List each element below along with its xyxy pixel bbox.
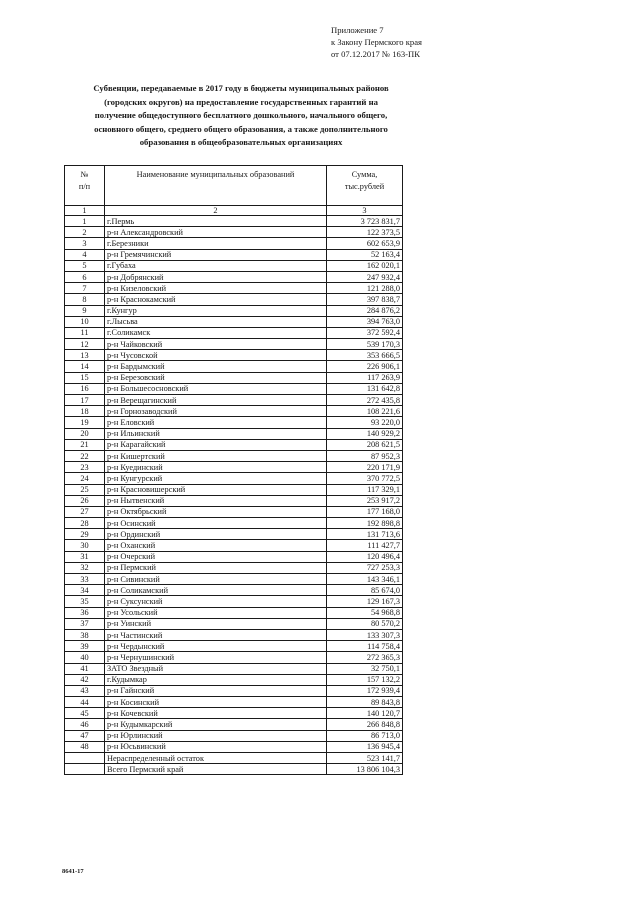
row-number: 38	[65, 629, 105, 640]
row-sum: 177 168,0	[327, 506, 403, 517]
table-row	[65, 685, 403, 696]
total-row	[65, 764, 403, 775]
table-row	[65, 641, 403, 652]
table-row	[65, 428, 403, 439]
header-number: № п/п	[65, 166, 105, 206]
table-row	[65, 450, 403, 461]
table-row	[65, 294, 403, 305]
column-index: 2	[105, 206, 327, 216]
heading-line: Субвенции, передаваемые в 2017 году в бюджеты муниципальных районов	[93, 83, 389, 93]
row-sum: 114 758,4	[327, 641, 403, 652]
row-name: р-н Александровский	[105, 227, 327, 238]
row-sum: 85 674,0	[327, 585, 403, 596]
row-number: 10	[65, 316, 105, 327]
row-sum: 266 848,8	[327, 719, 403, 730]
table-row	[65, 495, 403, 506]
row-number: 30	[65, 540, 105, 551]
row-sum: 272 435,8	[327, 395, 403, 406]
row-name: р-н Верещагинский	[105, 395, 327, 406]
header-sum: Сумма, тыс.рублей	[327, 166, 403, 206]
row-name: р-н Частинский	[105, 629, 327, 640]
row-number: 5	[65, 260, 105, 271]
row-sum: 140 929,2	[327, 428, 403, 439]
row-sum: 32 750,1	[327, 663, 403, 674]
table-row	[65, 227, 403, 238]
row-name: г.Соликамск	[105, 327, 327, 338]
table-row	[65, 350, 403, 361]
row-number: 1	[65, 216, 105, 227]
row-number: 2	[65, 227, 105, 238]
row-number: 43	[65, 685, 105, 696]
table-row	[65, 719, 403, 730]
row-sum: 133 307,3	[327, 629, 403, 640]
row-name: р-н Добрянский	[105, 271, 327, 282]
row-name: р-н Кудымкарский	[105, 719, 327, 730]
heading-line: образования в общеобразовательных организациях	[139, 137, 343, 148]
row-sum: 220 171,9	[327, 462, 403, 473]
row-name: р-н Суксунский	[105, 596, 327, 607]
row-name: р-н Кишертский	[105, 450, 327, 461]
row-number: 16	[65, 383, 105, 394]
row-number: 31	[65, 551, 105, 562]
row-sum: 93 220,0	[327, 417, 403, 428]
row-sum: 54 968,8	[327, 607, 403, 618]
row-sum: 284 876,2	[327, 305, 403, 316]
row-name: р-н Еловский	[105, 417, 327, 428]
row-number: 7	[65, 283, 105, 294]
table-row	[65, 417, 403, 428]
row-sum: 208 621,5	[327, 439, 403, 450]
table-row	[65, 585, 403, 596]
row-name: р-н Куединский	[105, 462, 327, 473]
row-number: 26	[65, 495, 105, 506]
table-row	[65, 596, 403, 607]
row-number	[65, 764, 105, 775]
table-header-row	[65, 166, 403, 206]
row-name: р-н Краснокамский	[105, 294, 327, 305]
table-row	[65, 316, 403, 327]
row-sum: 172 939,4	[327, 685, 403, 696]
row-number: 41	[65, 663, 105, 674]
row-name: р-н Уинский	[105, 618, 327, 629]
row-number: 21	[65, 439, 105, 450]
table-row	[65, 406, 403, 417]
appendix-block	[331, 24, 422, 60]
row-number: 34	[65, 585, 105, 596]
table-row	[65, 249, 403, 260]
table-row	[65, 372, 403, 383]
table-row	[65, 518, 403, 529]
row-sum: 372 592,4	[327, 327, 403, 338]
row-name: р-н Бардымский	[105, 361, 327, 372]
row-name: г.Кудымкар	[105, 674, 327, 685]
row-name: р-н Чердынский	[105, 641, 327, 652]
row-sum: 86 713,0	[327, 730, 403, 741]
row-sum: 226 906,1	[327, 361, 403, 372]
row-number: 25	[65, 484, 105, 495]
row-sum: 120 496,4	[327, 551, 403, 562]
row-name: р-н Кизеловский	[105, 283, 327, 294]
table-row	[65, 652, 403, 663]
table-row	[65, 529, 403, 540]
row-name: р-н Юрлинский	[105, 730, 327, 741]
row-number: 24	[65, 473, 105, 484]
row-number: 14	[65, 361, 105, 372]
row-sum: 353 666,5	[327, 350, 403, 361]
row-number: 12	[65, 339, 105, 350]
row-sum: 131 642,8	[327, 383, 403, 394]
row-number: 48	[65, 741, 105, 752]
row-number: 42	[65, 674, 105, 685]
row-number: 20	[65, 428, 105, 439]
row-sum: 539 170,3	[327, 339, 403, 350]
table-row	[65, 462, 403, 473]
heading-line: (городских округов) на предоставление государственных гарантий на	[104, 96, 378, 107]
row-name: г.Лысьва	[105, 316, 327, 327]
row-sum: 131 713,6	[327, 529, 403, 540]
row-name: ЗАТО Звездный	[105, 663, 327, 674]
appendix-date: от 07.12.2017 № 163-ПК	[331, 49, 420, 59]
table-row	[65, 305, 403, 316]
row-sum: 87 952,3	[327, 450, 403, 461]
row-number: 4	[65, 249, 105, 260]
row-name: р-н Березовский	[105, 372, 327, 383]
row-number: 28	[65, 518, 105, 529]
row-sum: 117 329,1	[327, 484, 403, 495]
table-row	[65, 562, 403, 573]
row-sum: 80 570,2	[327, 618, 403, 629]
row-name: р-н Юсьвинский	[105, 741, 327, 752]
row-name: р-н Большесосновский	[105, 383, 327, 394]
appendix-law: к Закону Пермского края	[331, 37, 422, 47]
row-number: 27	[65, 506, 105, 517]
row-sum: 108 221,6	[327, 406, 403, 417]
row-number: 11	[65, 327, 105, 338]
table-row	[65, 216, 403, 227]
row-sum: 253 917,2	[327, 495, 403, 506]
heading-line: получение общедоступного бесплатного дошкольного, начального общего,	[94, 110, 388, 121]
table-row	[65, 439, 403, 450]
table-row	[65, 741, 403, 752]
row-number: 44	[65, 697, 105, 708]
row-number: 6	[65, 271, 105, 282]
row-name: р-н Косинский	[105, 697, 327, 708]
row-number: 36	[65, 607, 105, 618]
row-number: 37	[65, 618, 105, 629]
row-sum: 394 763,0	[327, 316, 403, 327]
row-name: г.Пермь	[105, 216, 327, 227]
table-row	[65, 339, 403, 350]
table-row	[65, 327, 403, 338]
row-number: 15	[65, 372, 105, 383]
row-number: 47	[65, 730, 105, 741]
row-sum: 3 723 831,7	[327, 216, 403, 227]
table-row	[65, 395, 403, 406]
table-row	[65, 383, 403, 394]
table-row	[65, 473, 403, 484]
row-name: р-н Горнозаводский	[105, 406, 327, 417]
row-number: 9	[65, 305, 105, 316]
table-row	[65, 607, 403, 618]
table-row	[65, 708, 403, 719]
row-sum: 89 843,8	[327, 697, 403, 708]
row-name: р-н Осинский	[105, 518, 327, 529]
row-name: р-н Пермский	[105, 562, 327, 573]
row-sum: 157 132,2	[327, 674, 403, 685]
column-index: 1	[65, 206, 105, 216]
row-name: г.Губаха	[105, 260, 327, 271]
row-name: Всего Пермский край	[105, 764, 327, 775]
row-number: 19	[65, 417, 105, 428]
row-name: г.Кунгур	[105, 305, 327, 316]
row-name: р-н Соликамский	[105, 585, 327, 596]
row-sum: 13 806 104,3	[327, 764, 403, 775]
row-number: 23	[65, 462, 105, 473]
row-sum: 602 653,9	[327, 238, 403, 249]
document-heading	[60, 82, 422, 150]
row-sum: 129 167,3	[327, 596, 403, 607]
table-row	[65, 484, 403, 495]
table-row	[65, 238, 403, 249]
table-row	[65, 618, 403, 629]
column-index: 3	[327, 206, 403, 216]
heading-line: основного общего, среднего общего образования, а также дополнительного	[94, 123, 388, 134]
row-name: р-н Чернушинский	[105, 652, 327, 663]
row-number: 17	[65, 395, 105, 406]
row-name: р-н Усольский	[105, 607, 327, 618]
table-row	[65, 283, 403, 294]
row-name: р-н Чусовской	[105, 350, 327, 361]
row-sum: 247 932,4	[327, 271, 403, 282]
row-sum: 272 365,3	[327, 652, 403, 663]
row-name: г.Березники	[105, 238, 327, 249]
row-name: р-н Нытвенский	[105, 495, 327, 506]
row-sum: 523 141,7	[327, 753, 403, 764]
row-number: 32	[65, 562, 105, 573]
row-sum: 122 373,5	[327, 227, 403, 238]
row-number: 13	[65, 350, 105, 361]
table-row	[65, 629, 403, 640]
row-name: р-н Чайковский	[105, 339, 327, 350]
row-number	[65, 753, 105, 764]
table-row	[65, 540, 403, 551]
header-name: Наименование муниципальных образований	[105, 166, 327, 206]
row-name: р-н Кочевский	[105, 708, 327, 719]
row-number: 22	[65, 450, 105, 461]
table-row	[65, 697, 403, 708]
row-name: р-н Сивинский	[105, 574, 327, 585]
row-name: р-н Гремячинский	[105, 249, 327, 260]
row-sum: 162 020,1	[327, 260, 403, 271]
row-number: 40	[65, 652, 105, 663]
row-name: р-н Карагайский	[105, 439, 327, 450]
subsidy-table	[64, 165, 403, 775]
row-sum: 143 346,1	[327, 574, 403, 585]
row-sum: 121 288,0	[327, 283, 403, 294]
footer-code: 8641-17	[62, 868, 84, 875]
row-name: р-н Октябрьский	[105, 506, 327, 517]
table-row	[65, 574, 403, 585]
row-sum: 136 945,4	[327, 741, 403, 752]
row-sum: 140 120,7	[327, 708, 403, 719]
table-row	[65, 551, 403, 562]
row-number: 18	[65, 406, 105, 417]
row-name: р-н Очерский	[105, 551, 327, 562]
row-sum: 727 253,3	[327, 562, 403, 573]
table-row	[65, 361, 403, 372]
row-name: Нераспределенный остаток	[105, 753, 327, 764]
column-index-row	[65, 206, 403, 216]
row-name: р-н Красновишерский	[105, 484, 327, 495]
table-row	[65, 271, 403, 282]
row-name: р-н Оханский	[105, 540, 327, 551]
row-number: 39	[65, 641, 105, 652]
row-sum: 117 263,9	[327, 372, 403, 383]
row-sum: 370 772,5	[327, 473, 403, 484]
table-row	[65, 674, 403, 685]
row-sum: 397 838,7	[327, 294, 403, 305]
row-number: 33	[65, 574, 105, 585]
row-number: 29	[65, 529, 105, 540]
table-row	[65, 730, 403, 741]
row-name: р-н Ординский	[105, 529, 327, 540]
appendix-title: Приложение 7	[331, 25, 384, 35]
row-name: р-н Гайнский	[105, 685, 327, 696]
table-row	[65, 663, 403, 674]
row-name: р-н Ильинский	[105, 428, 327, 439]
table-row	[65, 506, 403, 517]
row-sum: 52 163,4	[327, 249, 403, 260]
unallocated-row	[65, 753, 403, 764]
table-row	[65, 260, 403, 271]
row-sum: 192 898,8	[327, 518, 403, 529]
row-number: 8	[65, 294, 105, 305]
row-number: 3	[65, 238, 105, 249]
row-number: 35	[65, 596, 105, 607]
row-sum: 111 427,7	[327, 540, 403, 551]
row-number: 45	[65, 708, 105, 719]
row-number: 46	[65, 719, 105, 730]
row-name: р-н Кунгурский	[105, 473, 327, 484]
